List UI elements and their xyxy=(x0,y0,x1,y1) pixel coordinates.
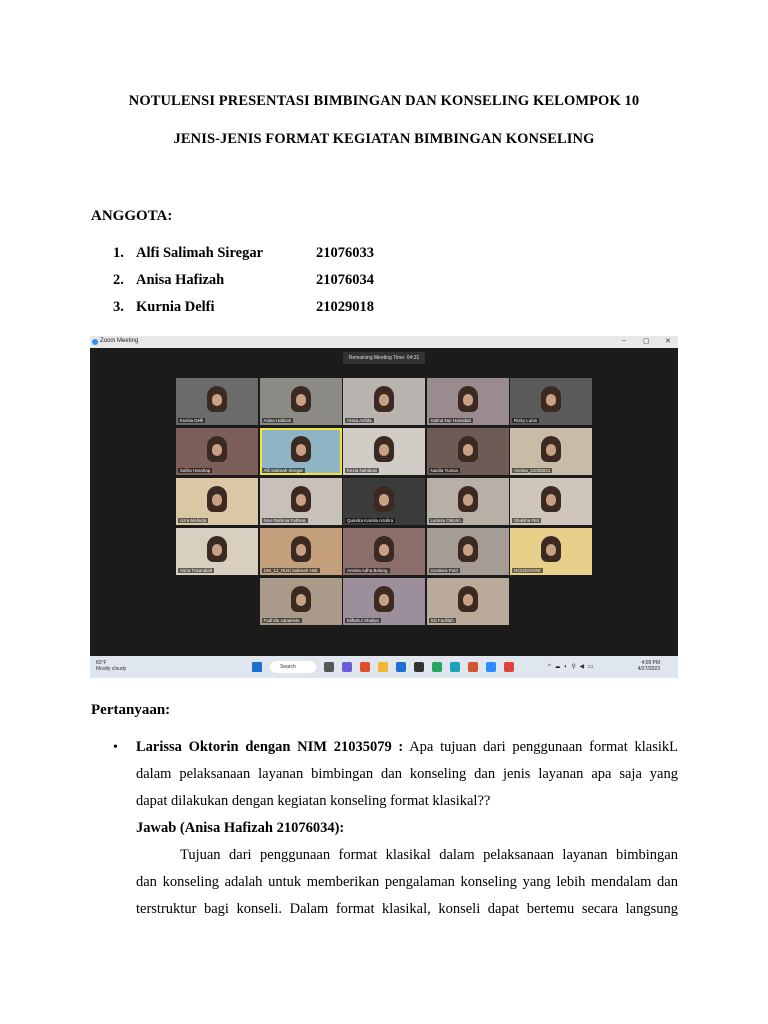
participant-tile xyxy=(343,478,425,525)
participant-tile xyxy=(260,478,342,525)
participant-tile xyxy=(176,528,258,575)
participant-video xyxy=(458,386,478,412)
whatsapp-icon xyxy=(432,662,442,672)
participant-tile xyxy=(176,378,258,425)
participant-name: Annisa Adha Bolang xyxy=(347,568,388,573)
bullet-icon: • xyxy=(113,740,118,755)
question-line xyxy=(136,734,678,761)
weather-desc: Mostly cloudy xyxy=(96,666,127,672)
participant-video xyxy=(458,436,478,462)
minimize-icon: – xyxy=(622,337,626,344)
member-number: 2. xyxy=(113,272,124,288)
answer-line: Tujuan dari penggunaan format klasikal dalam pelaksanaan layanan bimbingan xyxy=(180,847,678,863)
participant-video xyxy=(458,536,478,562)
question-line: dalam pelaksanaan layanan bimbingan dan konseling dan jenis layanan apa saja yang xyxy=(136,766,678,782)
participant-video xyxy=(207,436,227,462)
chat-icon xyxy=(342,662,352,672)
participant-name: Azra Melinda xyxy=(180,518,207,523)
answer-label: Jawab (Anisa Hafizah 21076034): xyxy=(136,820,345,836)
word-icon xyxy=(396,662,406,672)
participant-name: Quindra Kamila Azahra xyxy=(347,518,394,523)
answer-line: terstruktur bagi konseli. Dalam format klasikal, konseli dapat bertemu secara langsung xyxy=(136,901,678,917)
participant-tile xyxy=(343,528,425,575)
participant-video xyxy=(207,486,227,512)
participant-video xyxy=(291,486,311,512)
participant-video xyxy=(458,586,478,612)
participant-name: Nadila Yunisa xyxy=(430,468,458,473)
participant-video xyxy=(374,536,394,562)
maximize-icon: ▢ xyxy=(643,338,650,345)
participant-video xyxy=(207,536,227,562)
participant-tile xyxy=(260,578,342,625)
close-icon: ✕ xyxy=(665,338,671,345)
member-number: 3. xyxy=(113,299,124,315)
participant-name: Salma Nur Hamidah xyxy=(430,418,472,423)
powerpoint-icon xyxy=(468,662,478,672)
participant-tile xyxy=(427,578,509,625)
participant-name: Larissa Oktorin xyxy=(430,518,461,523)
chrome-icon xyxy=(360,662,370,672)
participant-tile xyxy=(510,378,592,425)
participant-video xyxy=(291,586,311,612)
zoom-logo-icon xyxy=(92,339,98,345)
participant-tile xyxy=(343,378,425,425)
participant-video xyxy=(374,486,394,512)
edge-icon xyxy=(450,662,460,672)
windows-start-icon xyxy=(252,662,262,672)
participant-tile xyxy=(176,478,258,525)
participant-tile xyxy=(510,528,592,575)
zoom-taskbar-icon xyxy=(486,662,496,672)
windows-taskbar xyxy=(90,656,678,678)
zoom-screenshot xyxy=(90,336,678,678)
member-name: Alfi Salimah Siregar xyxy=(136,245,264,261)
participant-video xyxy=(291,536,311,562)
participant-tile xyxy=(427,528,509,575)
participant-tile xyxy=(260,378,342,425)
question-line: dapat dilakukan dengan kegiatan konseling format klasikal?? xyxy=(136,793,491,809)
participant-name: 166_12_Rizki Salimah Hsb xyxy=(263,568,318,573)
participant-name: Shalsha Fitri xyxy=(514,518,540,523)
participant-tile xyxy=(343,578,425,625)
participant-name: Siti Fadillah xyxy=(430,618,454,623)
participant-video xyxy=(291,386,311,412)
weather-temp: 83°F xyxy=(96,660,107,666)
participant-tile xyxy=(176,428,258,475)
participant-tile xyxy=(343,428,425,475)
document-subtitle: JENIS-JENIS FORMAT KEGIATAN BIMBINGAN KONSELING xyxy=(173,131,595,147)
participant-video xyxy=(374,436,394,462)
asker-label: Larissa Oktorin dengan NIM 21035079 : xyxy=(136,739,404,755)
participant-name: Annisa_21035021 xyxy=(514,468,551,473)
participant-name: Asna Tusandiah xyxy=(180,568,213,573)
members-heading: ANGGOTA: xyxy=(91,208,173,224)
participant-tile xyxy=(427,428,509,475)
participant-tile xyxy=(510,478,592,525)
zoom-titlebar xyxy=(90,336,678,348)
member-number: 1. xyxy=(113,245,124,261)
app-icon xyxy=(504,662,514,672)
participant-name: Anisa Azhila xyxy=(347,418,372,423)
participant-tile xyxy=(260,428,342,475)
participant-tile xyxy=(510,428,592,475)
participant-name: Alfi Salimah Siregar xyxy=(263,468,304,473)
participant-name: Rizky Lubis xyxy=(514,418,538,423)
file-explorer-icon xyxy=(378,662,388,672)
questions-heading: Pertanyaan: xyxy=(91,702,171,718)
participant-video xyxy=(374,386,394,412)
participant-name: Anisa Hafizah xyxy=(263,418,292,423)
document-title: NOTULENSI PRESENTASI BIMBINGAN DAN KONSELING KELOMPOK 10 xyxy=(128,93,640,109)
store-icon xyxy=(414,662,424,672)
participant-name: Miftahul Shaliya xyxy=(347,618,379,623)
participant-name: Kezia Nahdiani xyxy=(347,468,378,473)
question-text: Apa tujuan dari penggunaan format klasikL xyxy=(409,739,678,755)
taskbar-clock xyxy=(638,660,660,672)
clock-time: 4:58 PM xyxy=(641,660,660,666)
participant-video xyxy=(374,586,394,612)
task-view-icon xyxy=(324,662,334,672)
clock-date: 4/27/2023 xyxy=(637,666,660,672)
participant-tile xyxy=(427,478,509,525)
participant-video xyxy=(541,436,561,462)
participant-name: Kurnia Delfi xyxy=(180,418,204,423)
member-nim: 21029018 xyxy=(316,299,374,315)
participant-video xyxy=(541,536,561,562)
participant-video xyxy=(207,386,227,412)
member-nim: 21076034 xyxy=(316,272,374,288)
participant-video xyxy=(458,486,478,512)
participant-name: Safira Harahap xyxy=(180,468,211,473)
participant-video xyxy=(291,436,311,462)
weather-widget xyxy=(96,660,126,672)
participant-name: Novi Rahmia Fathina xyxy=(263,518,306,523)
answer-line: dan konseling adalah untuk memberikan pengalaman konseling yang lebih mendalam dan xyxy=(136,874,678,890)
participant-name: HOLIDAYANI xyxy=(514,568,541,573)
taskbar-search: Search xyxy=(270,661,316,673)
system-tray-icons: ^ ☁ ◐ ⚲ ◀ ▭ xyxy=(548,664,595,670)
remaining-time-badge: Remaining Meeting Time: 04:31 xyxy=(343,352,425,364)
member-nim: 21076033 xyxy=(316,245,374,261)
participant-name: Gustiara Putri xyxy=(430,568,459,573)
participant-video xyxy=(541,486,561,512)
participant-name: Fadhilla sabakiela xyxy=(263,618,300,623)
participant-tile xyxy=(260,528,342,575)
member-name: Anisa Hafizah xyxy=(136,272,225,288)
member-name: Kurnia Delfi xyxy=(136,299,215,315)
zoom-window-title: Zoom Meeting xyxy=(100,338,139,344)
participant-video xyxy=(541,386,561,412)
participant-tile xyxy=(427,378,509,425)
